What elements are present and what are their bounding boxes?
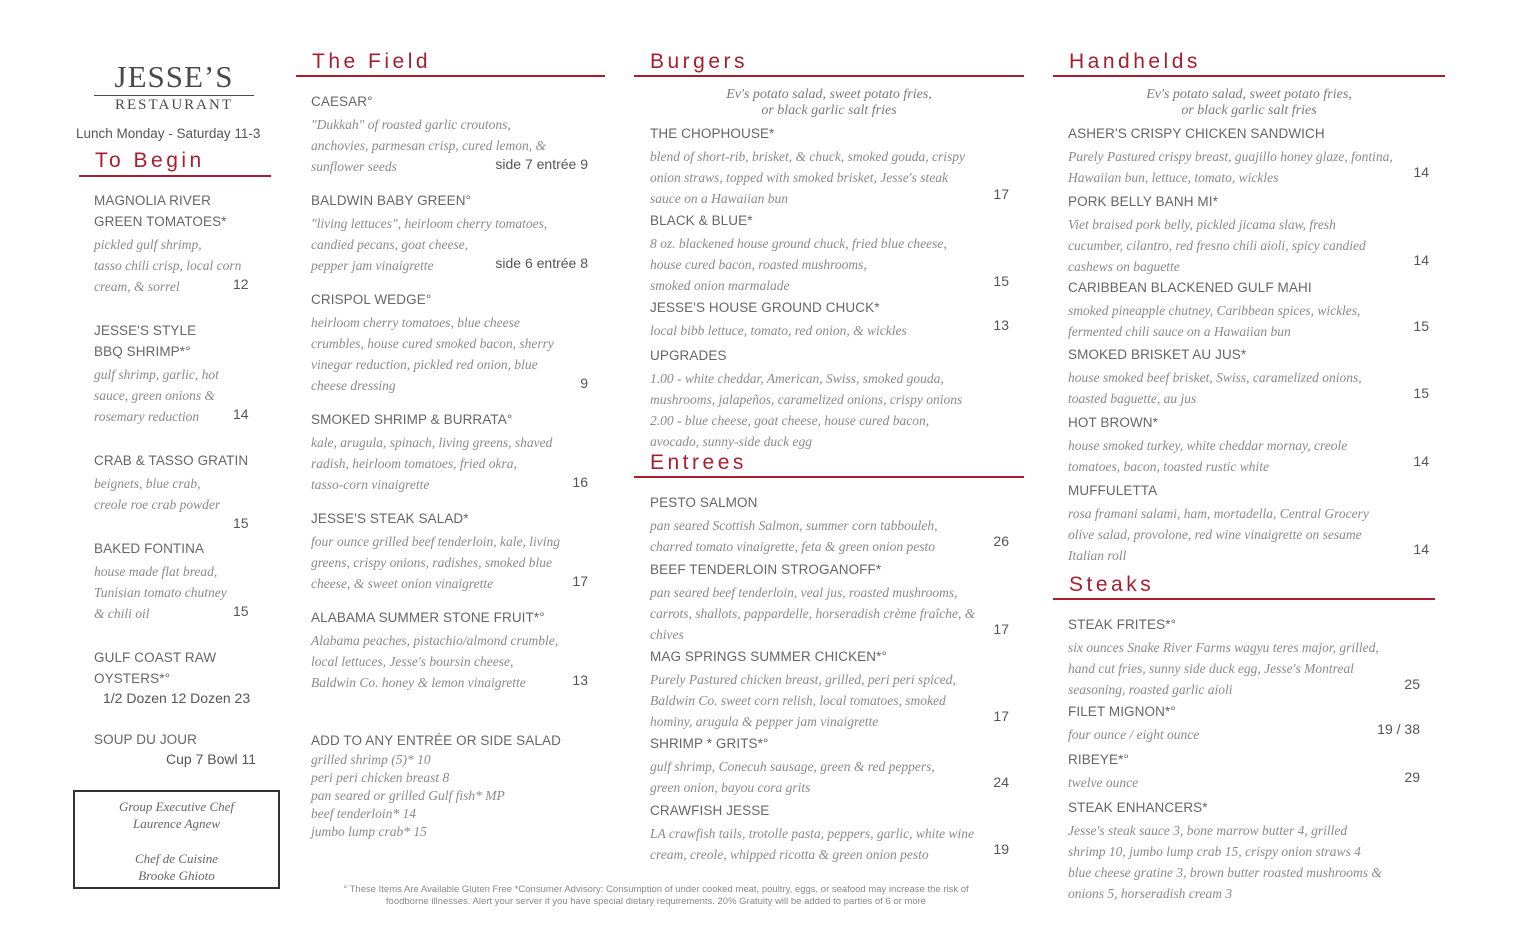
section-title-burgers: Burgers — [650, 50, 749, 73]
item-desc: rosemary reduction — [94, 409, 200, 424]
handheld-sides-note — [1053, 87, 1445, 119]
item-desc: anchovies, parmesan crisp, cured lemon, & — [311, 138, 546, 153]
item-desc: green onion, bayou cora grits — [650, 780, 811, 795]
section-rule — [634, 75, 1024, 77]
menu-item-summer-chicken — [650, 646, 1012, 732]
addon-item: grilled shrimp (5)* 10 — [311, 752, 431, 767]
menu-item-caesar — [311, 91, 596, 177]
item-desc: 1.00 - white cheddar, American, Swiss, smoked gouda, — [650, 371, 944, 386]
item-desc: crumbles, house cured smoked bacon, sherry — [311, 336, 554, 351]
item-price: 17 — [572, 573, 588, 589]
item-name: BALDWIN BABY GREEN° — [311, 193, 472, 208]
item-name: THE CHOPHOUSE* — [650, 126, 775, 141]
item-desc: beignets, blue crab, — [94, 476, 201, 491]
menu-item-filet-mignon — [1068, 701, 1432, 745]
menu-item-magnolia — [94, 190, 264, 297]
item-name: PESTO SALMON — [650, 495, 758, 510]
sides-line: Ev's potato salad, sweet potato fries, — [726, 87, 932, 102]
item-name: CRAWFISH JESSE — [650, 803, 770, 818]
item-name: BLACK & BLUE* — [650, 213, 753, 228]
logo-name: JESSE’S — [114, 59, 234, 94]
menu-item-ribeye — [1068, 749, 1432, 793]
item-desc: seasoning, roasted garlic aioli — [1068, 682, 1233, 697]
menu-item-crab-gratin — [94, 450, 264, 531]
item-desc: vinegar reduction, pickled red onion, blue — [311, 357, 538, 372]
menu-item-hot-brown — [1068, 412, 1432, 477]
item-desc: pepper jam vinaigrette — [311, 258, 434, 273]
item-desc: house smoked turkey, white cheddar mornay, creole — [1068, 438, 1348, 453]
item-name: PORK BELLY BANH MI* — [1068, 194, 1218, 209]
item-desc: candied pecans, goat cheese, — [311, 237, 469, 252]
item-desc: cucumber, cilantro, red fresno chili aioli, spicy candied — [1068, 238, 1366, 253]
chef-credits-box — [73, 790, 280, 889]
item-desc: "living lettuces", heirloom cherry tomatoes, — [311, 216, 548, 231]
section-rule — [1053, 598, 1435, 600]
item-desc: Baldwin Co. honey & lemon vinaigrette — [311, 675, 526, 690]
burger-upgrades — [650, 345, 1012, 452]
menu-item-crispol-wedge — [311, 289, 596, 396]
item-desc: LA crawfish tails, trotolle pasta, peppers, garlic, white wine — [650, 826, 975, 841]
menu-item-ground-chuck — [650, 297, 1012, 341]
item-price: 19 — [993, 841, 1009, 857]
item-price: 25 — [1404, 676, 1420, 692]
item-name: MUFFULETTA — [1068, 483, 1158, 498]
item-desc: Alabama peaches, pistachio/almond crumble, — [311, 633, 559, 648]
section-rule — [296, 75, 605, 77]
item-name: MAGNOLIA RIVER — [94, 193, 211, 208]
menu-item-muffuletta — [1068, 480, 1432, 566]
item-name: JESSE'S STEAK SALAD* — [311, 511, 469, 526]
menu-item-baked-fontina — [94, 538, 264, 624]
item-desc: house made flat bread, — [94, 564, 218, 579]
item-name: JESSE'S HOUSE GROUND CHUCK* — [650, 300, 880, 315]
item-name: BEEF TENDERLOIN STROGANOFF* — [650, 562, 882, 577]
item-price: 15 — [993, 273, 1009, 289]
menu-item-shrimp-grits — [650, 733, 1012, 798]
item-name: BAKED FONTINA — [94, 541, 205, 556]
item-desc: "Dukkah" of roasted garlic croutons, — [311, 117, 511, 132]
item-desc: avocado, sunny-side duck egg — [650, 434, 812, 449]
menu-item-steak-salad — [311, 508, 596, 594]
chef-name: Brooke Ghioto — [138, 868, 215, 883]
item-desc: onions 5, horseradish cream 3 — [1068, 886, 1233, 901]
menu-item-bbq-shrimp — [94, 320, 264, 427]
menu-item-oysters — [94, 647, 269, 706]
item-price: 13 — [572, 672, 588, 688]
item-name: GULF COAST RAW — [94, 650, 217, 665]
item-desc: sauce, green onions & — [94, 388, 215, 403]
menu-item-stroganoff — [650, 559, 1012, 645]
item-price: side 7 entrée 9 — [495, 156, 588, 172]
item-desc: Viet braised pork belly, pickled jicama slaw, fresh — [1068, 217, 1336, 232]
item-desc: Hawaiian bun, lettuce, tomato, wickles — [1068, 170, 1279, 185]
item-price: 1/2 Dozen 12 Dozen 23 — [103, 690, 251, 706]
menu-item-shrimp-burrata — [311, 409, 596, 495]
item-desc: Purely Pastured crispy breast, guajillo honey glaze, fontina, — [1068, 149, 1393, 164]
item-price: 15 — [233, 515, 249, 531]
footer-line: ° These Items Are Available Gluten Free *Consumer Advisory: Consumption of under cooked meat, poultry, eggs, or seafood may increase the risk of — [343, 884, 969, 895]
item-name: OYSTERS*° — [94, 671, 171, 686]
menu-item-pesto-salmon — [650, 492, 1012, 557]
sides-line: or black garlic salt fries — [1181, 103, 1317, 118]
item-name: RIBEYE*° — [1068, 752, 1129, 767]
item-desc: shrimp 10, jumbo lump crab 15, crispy onion straws 4 — [1068, 844, 1361, 859]
addon-item: peri peri chicken breast 8 — [311, 770, 450, 785]
item-name: BBQ SHRIMP*° — [94, 344, 191, 359]
item-name: SHRIMP * GRITS*° — [650, 736, 769, 751]
item-desc: tasso-corn vinaigrette — [311, 477, 430, 492]
item-desc: hand cut fries, sunny side duck egg, Jesse's Montreal — [1068, 661, 1354, 676]
item-price: 14 — [1413, 164, 1429, 180]
item-desc: cheese, & sweet onion vinaigrette — [311, 576, 494, 591]
item-name: CRAB & TASSO GRATIN — [94, 453, 249, 468]
item-desc: Jesse's steak sauce 3, bone marrow butter 4, grilled — [1068, 823, 1348, 838]
item-desc: onion straws, topped with smoked brisket, Jesse's steak — [650, 170, 948, 185]
chef-title: Group Executive Chef — [118, 799, 235, 814]
item-desc: cream, & sorrel — [94, 279, 180, 294]
section-rule — [79, 175, 271, 177]
item-desc: gulf shrimp, garlic, hot — [94, 367, 219, 382]
item-name: MAG SPRINGS SUMMER CHICKEN*° — [650, 649, 887, 664]
item-desc: cheese dressing — [311, 378, 396, 393]
item-desc: house cured bacon, roasted mushrooms, — [650, 257, 867, 272]
item-desc: pan seared Scottish Salmon, summer corn tabbouleh, — [650, 518, 938, 533]
item-desc: four ounce grilled beef tenderloin, kale, living — [311, 534, 560, 549]
chef-name: Laurence Agnew — [132, 816, 220, 831]
item-desc: toasted baguette, au jus — [1068, 391, 1197, 406]
item-desc: carrots, shallots, pappardelle, horseradish crème fraîche, & — [650, 606, 976, 621]
item-desc: gulf shrimp, Conecuh sausage, green & red peppers, — [650, 759, 935, 774]
item-name: SMOKED SHRIMP & BURRATA° — [311, 412, 513, 427]
item-name: HOT BROWN* — [1068, 415, 1159, 430]
item-desc: Purely Pastured chicken breast, grilled, peri peri spiced, — [650, 672, 956, 687]
item-price: Cup 7 Bowl 11 — [166, 751, 257, 767]
item-price: 17 — [993, 708, 1009, 724]
section-title-the-field: The Field — [312, 50, 432, 73]
item-desc: Tunisian tomato chutney — [94, 585, 227, 600]
item-desc: creole roe crab powder — [94, 497, 221, 512]
item-desc: pickled gulf shrimp, — [94, 237, 202, 252]
addons-title: ADD TO ANY ENTRÉE OR SIDE SALAD — [311, 733, 561, 748]
item-desc: tasso chili crisp, local corn — [94, 258, 242, 273]
item-price: 29 — [1404, 769, 1420, 785]
steak-enhancers — [1068, 797, 1432, 904]
item-name: FILET MIGNON*° — [1068, 704, 1176, 719]
logo-sub: RESTAURANT — [94, 95, 254, 114]
item-price: 15 — [1413, 318, 1429, 334]
item-desc: kale, arugula, spinach, living greens, shaved — [311, 435, 553, 450]
item-desc: Baldwin Co. sweet corn relish, local tomatoes, smoked — [650, 693, 946, 708]
item-desc: smoked onion marmalade — [650, 278, 790, 293]
menu-item-crawfish-jesse — [650, 800, 1012, 865]
item-price: 12 — [233, 276, 249, 292]
item-desc: blend of short-rib, brisket, & chuck, smoked gouda, crispy — [650, 149, 965, 164]
item-price: 19 / 38 — [1377, 721, 1420, 737]
section-rule — [1053, 75, 1445, 77]
item-desc: twelve ounce — [1068, 775, 1139, 790]
item-name: SOUP DU JOUR — [94, 732, 197, 747]
menu-item-black-blue — [650, 210, 1012, 296]
item-name: SMOKED BRISKET AU JUS* — [1068, 347, 1247, 362]
item-desc: mushrooms, jalapeños, caramelized onions, crispy onions — [650, 392, 963, 407]
salad-addons — [311, 730, 596, 841]
item-name: GREEN TOMATOES* — [94, 214, 227, 229]
item-price: 16 — [572, 474, 588, 490]
item-desc: cashews on baguette — [1068, 259, 1180, 274]
item-desc: & chili oil — [94, 606, 150, 621]
item-desc: olive salad, provolone, red wine vinaigrette on sesame — [1068, 527, 1362, 542]
menu-item-baldwin — [311, 190, 596, 276]
item-desc: four ounce / eight ounce — [1068, 727, 1200, 742]
menu-item-stone-fruit — [311, 607, 596, 693]
item-desc: local lettuces, Jesse's boursin cheese, — [311, 654, 514, 669]
section-title-entrees: Entrees — [650, 451, 747, 474]
item-name: UPGRADES — [650, 348, 727, 363]
menu-item-banh-mi — [1068, 191, 1432, 277]
item-desc: 2.00 - blue cheese, goat cheese, house cured bacon, — [650, 413, 930, 428]
item-desc: sunflower seeds — [311, 159, 397, 174]
item-desc: fermented chili sauce on a Hawaiian bun — [1068, 324, 1291, 339]
item-desc: tomatoes, bacon, toasted rustic white — [1068, 459, 1269, 474]
addon-item: jumbo lump crab* 15 — [311, 824, 427, 839]
sides-line: Ev's potato salad, sweet potato fries, — [1146, 87, 1352, 102]
item-name: STEAK FRITES*° — [1068, 617, 1177, 632]
section-rule — [634, 476, 1024, 478]
item-desc: chives — [650, 627, 684, 642]
item-price: 14 — [233, 406, 249, 422]
item-name: JESSE'S STYLE — [94, 323, 197, 338]
menu-item-blackened-mahi — [1068, 277, 1432, 342]
hours-text: Lunch Monday - Saturday 11-3 — [76, 126, 261, 141]
item-desc: six ounces Snake River Farms wagyu teres major, grilled, — [1068, 640, 1379, 655]
item-desc: sauce on a Hawaiian bun — [650, 191, 788, 206]
menu-item-steak-frites — [1068, 614, 1432, 700]
section-title-to-begin: To Begin — [95, 149, 205, 172]
item-desc: cream, creole, whipped ricotta & green onion pesto — [650, 847, 929, 862]
item-price: 14 — [1413, 252, 1429, 268]
item-desc: 8 oz. blackened house ground chuck, fried blue cheese, — [650, 236, 947, 251]
item-desc: blue cheese gratine 3, brown butter roasted mushrooms & — [1068, 865, 1382, 880]
addon-item: pan seared or grilled Gulf fish* MP — [311, 788, 505, 803]
item-name: CRISPOL WEDGE° — [311, 292, 432, 307]
footer-line: foodborne illnesses. Alert your server if you have special dietary requirements. 20% Gratuity will be added to parties of 6 or more — [385, 896, 927, 907]
menu-item-asher-chicken — [1068, 123, 1432, 188]
item-name: ALABAMA SUMMER STONE FRUIT*° — [311, 610, 545, 625]
item-desc: Italian roll — [1068, 548, 1127, 563]
item-price: side 6 entrée 8 — [495, 255, 588, 271]
item-desc: pan seared beef tenderloin, veal jus, roasted mushrooms, — [650, 585, 958, 600]
item-price: 9 — [580, 375, 588, 391]
item-desc: radish, heirloom tomatoes, fried okra, — [311, 456, 517, 471]
item-desc: smoked pineapple chutney, Caribbean spices, wickles, — [1068, 303, 1361, 318]
section-title-handhelds: Handhelds — [1069, 50, 1201, 73]
item-desc: greens, crispy onions, radishes, smoked blue — [311, 555, 552, 570]
item-price: 26 — [993, 533, 1009, 549]
item-name: STEAK ENHANCERS* — [1068, 800, 1208, 815]
sides-line: or black garlic salt fries — [761, 103, 897, 118]
item-price: 15 — [1413, 385, 1429, 401]
item-desc: charred tomato vinaigrette, feta & green onion pesto — [650, 539, 935, 554]
footer-disclaimer — [296, 884, 1016, 908]
burger-sides-note — [634, 87, 1024, 119]
menu-item-soup — [94, 729, 269, 767]
item-desc: heirloom cherry tomatoes, blue cheese — [311, 315, 520, 330]
item-desc: hominy, arugula & pepper jam vinaigrette — [650, 714, 879, 729]
menu-item-chophouse — [650, 123, 1012, 209]
item-price: 17 — [993, 186, 1009, 202]
item-price: 14 — [1413, 453, 1429, 469]
item-desc: house smoked beef brisket, Swiss, caramelized onions, — [1068, 370, 1362, 385]
item-name: ASHER'S CRISPY CHICKEN SANDWICH — [1068, 126, 1325, 141]
section-title-steaks: Steaks — [1069, 573, 1155, 596]
item-price: 24 — [993, 774, 1009, 790]
item-price: 14 — [1413, 541, 1429, 557]
item-desc: local bibb lettuce, tomato, red onion, & wickles — [650, 323, 907, 338]
item-name: CAESAR° — [311, 94, 373, 109]
menu-item-brisket-au-jus — [1068, 344, 1432, 409]
addon-item: beef tenderloin* 14 — [311, 806, 416, 821]
item-price: 17 — [993, 621, 1009, 637]
item-price: 15 — [233, 603, 249, 619]
item-name: CARIBBEAN BLACKENED GULF MAHI — [1068, 280, 1312, 295]
item-desc: rosa framani salami, ham, mortadella, Central Grocery — [1068, 506, 1369, 521]
chef-title: Chef de Cuisine — [134, 851, 219, 866]
item-price: 13 — [993, 317, 1009, 333]
